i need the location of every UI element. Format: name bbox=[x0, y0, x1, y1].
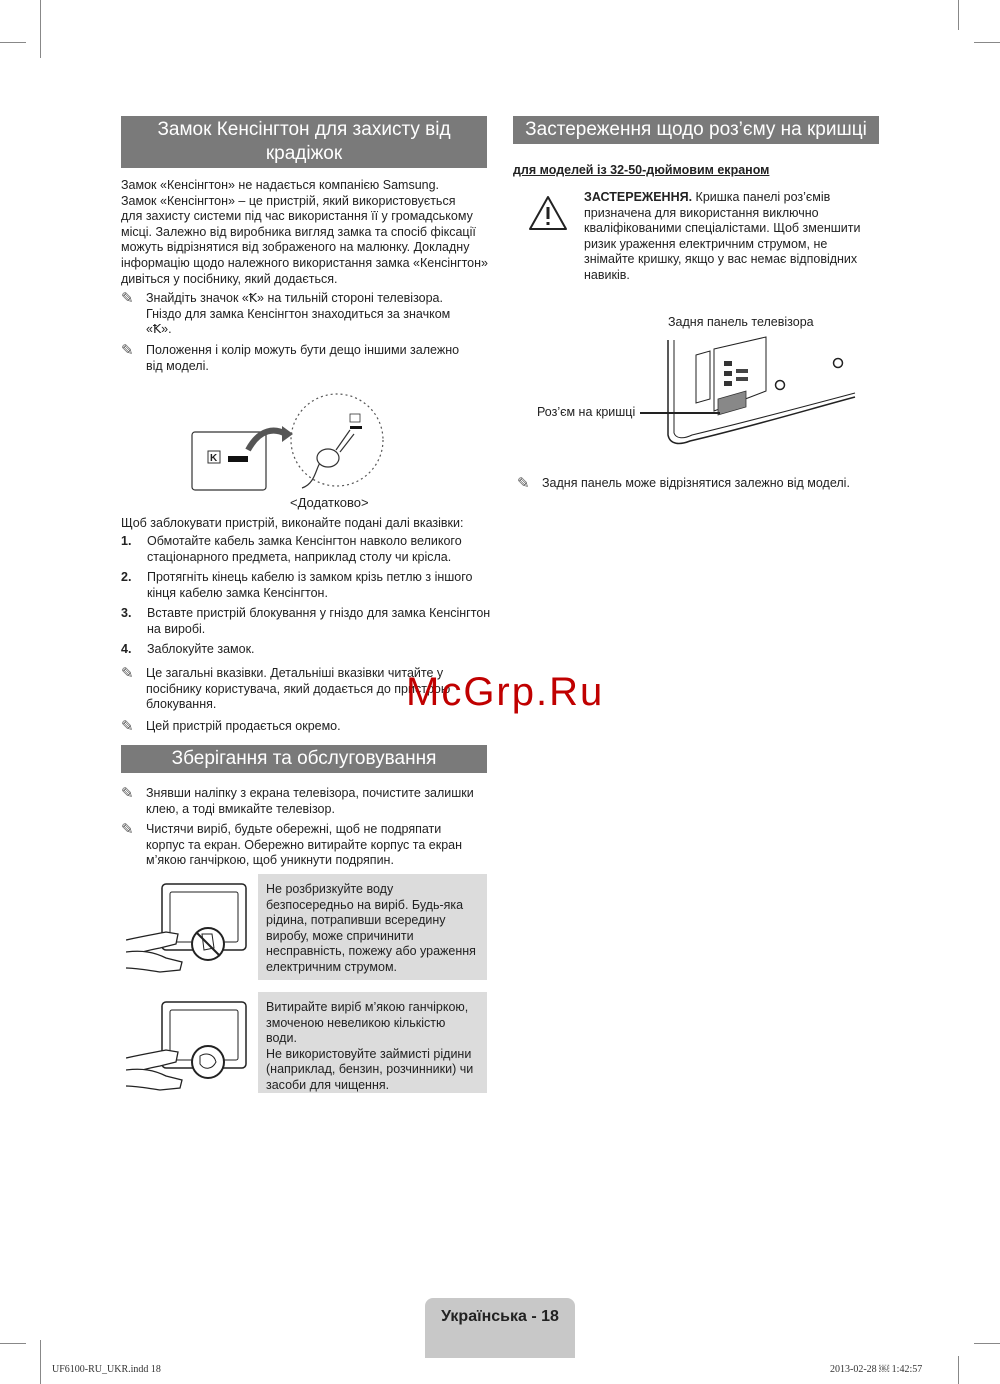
note-line: Задня панель може відрізнятися залежно від моделі. bbox=[542, 476, 850, 490]
note-line: блокування. bbox=[146, 697, 217, 712]
step-line: Заблокуйте замок. bbox=[147, 642, 255, 656]
note-rear-panel bbox=[517, 476, 887, 492]
note-line: Це загальні вказівки. Детальніші вказівки читайте у bbox=[146, 666, 444, 680]
tv-rear-panel-illustration bbox=[640, 335, 860, 450]
intro-line: для захисту системи під час використання її у громадському bbox=[121, 209, 473, 224]
print-timestamp: 2013-02-28 ￼ 1:42:57 bbox=[830, 1364, 923, 1375]
pencil-note-icon: ✎ bbox=[121, 342, 134, 359]
crop-mark bbox=[958, 1356, 959, 1384]
crop-mark bbox=[974, 42, 1000, 43]
note-line: Чистячи виріб, будьте обережні, щоб не подряпати bbox=[146, 822, 442, 836]
pencil-note-icon: ✎ bbox=[121, 718, 134, 735]
note-line: посібнику користувача, який додається до пристрою bbox=[146, 681, 451, 696]
intro-line: Замок «Кенсінгтон» – це пристрій, який використовується bbox=[121, 193, 456, 208]
crop-mark bbox=[40, 0, 41, 58]
intro-line: інформацію щодо належного використання замка «Кенсінгтон» bbox=[121, 255, 488, 270]
note-line: Знайдіть значок «Ꝁ» на тильній стороні телевізора. bbox=[146, 291, 443, 305]
note-line: клею, а тоді вмикайте телевізор. bbox=[146, 801, 335, 816]
box-line: Витирайте виріб м’якою ганчіркою, bbox=[266, 1000, 469, 1014]
connector-label: Роз’єм на кришці bbox=[537, 405, 636, 419]
pencil-note-icon: ✎ bbox=[121, 665, 134, 682]
intro-line: дивіться у посібнику, який додається. bbox=[121, 271, 338, 286]
note-line: м’якою ганчіркою, щоб уникнути подряпин. bbox=[146, 853, 394, 868]
note-sticker bbox=[121, 786, 491, 817]
note-sold-separately bbox=[121, 719, 491, 735]
intro-line: можуть відрізнятися від зображеного на малюнку. Докладну bbox=[121, 240, 470, 255]
step-line: Протягніть кінець кабелю із замком крізь петлю з іншого bbox=[147, 570, 473, 584]
box-line: несправність, пожежу або ураження bbox=[266, 944, 476, 959]
intro-line: Замок «Кенсінгтон» не надається компанією Samsung. bbox=[121, 178, 440, 192]
step-item bbox=[121, 606, 491, 637]
caution-text bbox=[584, 190, 884, 284]
crop-mark bbox=[974, 1343, 1000, 1344]
note-position bbox=[121, 343, 491, 374]
pencil-note-icon: ✎ bbox=[121, 785, 134, 802]
caution-line: навиків. bbox=[584, 267, 630, 282]
wipe-cloth-box bbox=[258, 992, 487, 1093]
no-spray-illustration bbox=[126, 878, 250, 976]
box-line: Не розбризкуйте воду bbox=[266, 882, 394, 896]
pencil-note-icon: ✎ bbox=[121, 290, 134, 307]
connector-pointer-line bbox=[640, 412, 720, 414]
step-number: 3. bbox=[121, 606, 132, 620]
warning-triangle-icon bbox=[527, 194, 569, 232]
note-line: від моделі. bbox=[146, 358, 209, 373]
pencil-note-icon: ✎ bbox=[517, 475, 530, 492]
box-line: (наприклад, бензин, розчинники) чи bbox=[266, 1062, 474, 1077]
kensington-heading-line2: крадіжок bbox=[265, 143, 343, 164]
instructions-intro: Щоб заблокувати пристрій, виконайте подані далі вказівки: bbox=[121, 516, 464, 530]
caution-line: ризик ураження електричним струмом, не bbox=[584, 236, 828, 251]
box-line: змоченою невеликою кількістю води. bbox=[266, 1015, 446, 1046]
caution-line: знімайте кришку, якщо у вас немає відповідних bbox=[584, 252, 858, 267]
wipe-cloth-illustration bbox=[126, 996, 250, 1094]
box-line: безпосередньо на виріб. Будь-яка bbox=[266, 897, 464, 912]
caution-line: кваліфікованими спеціалістами. Щоб зменшити bbox=[584, 221, 861, 236]
step-line: стаціонарного предмета, наприклад столу чи крісла. bbox=[147, 549, 452, 564]
note-line: Гніздо для замка Кенсінгтон знаходиться за значком bbox=[146, 306, 451, 321]
box-line: електричним струмом. bbox=[266, 959, 398, 974]
step-item bbox=[121, 534, 491, 565]
box-line: засоби для чищення. bbox=[266, 1077, 390, 1092]
rear-panel-label: Задня панель телевізора bbox=[668, 315, 814, 329]
models-subheading: для моделей із 32-50-дюймовим екраном bbox=[513, 163, 770, 177]
optional-caption: <Додатково> bbox=[290, 495, 369, 510]
watermark: McGrp.Ru bbox=[406, 670, 605, 714]
kensington-intro bbox=[121, 178, 491, 287]
intro-line: місці. Залежно від виробника вигляд замка та спосіб фіксації bbox=[121, 224, 476, 239]
caution-line: Кришка панелі роз’ємів bbox=[692, 190, 831, 204]
pencil-note-icon: ✎ bbox=[121, 821, 134, 838]
step-line: на виробі. bbox=[147, 621, 206, 636]
step-item bbox=[121, 570, 491, 601]
step-item bbox=[121, 642, 491, 658]
page-number-label: Українська - 18 bbox=[441, 1308, 559, 1325]
box-line: рідина, потрапивши всередину bbox=[266, 913, 446, 928]
step-line: Вставте пристрій блокування у гніздо для замка Кенсінгтон bbox=[147, 606, 491, 620]
note-line: корпус та екран. Обережно витирайте корпус та екран bbox=[146, 837, 463, 852]
storage-heading: Зберігання та обслуговування bbox=[121, 745, 487, 773]
no-spray-box bbox=[258, 874, 487, 980]
note-line: «Ꝁ». bbox=[146, 322, 172, 337]
kensington-lock-illustration bbox=[190, 388, 390, 498]
box-line: Не використовуйте займисті рідини bbox=[266, 1046, 472, 1061]
crop-mark bbox=[40, 1340, 41, 1384]
note-line: Знявши наліпку з екрана телевізора, почистите залишки bbox=[146, 786, 474, 800]
cover-jack-heading: Застереження щодо роз’єму на кришці bbox=[513, 116, 879, 144]
note-cleaning bbox=[121, 822, 491, 869]
crop-mark bbox=[0, 42, 26, 43]
page-number-tab bbox=[425, 1298, 575, 1358]
note-line: Цей пристрій продається окремо. bbox=[146, 719, 341, 733]
step-line: Обмотайте кабель замка Кенсінгтон навколо великого bbox=[147, 534, 462, 548]
step-number: 1. bbox=[121, 534, 132, 548]
kensington-heading-line1: Замок Кенсінгтон для захисту від bbox=[157, 119, 451, 140]
svg-text:K: K bbox=[210, 453, 218, 464]
step-line: кінця кабелю замка Кенсінгтон. bbox=[147, 585, 328, 600]
crop-mark bbox=[958, 0, 959, 30]
note-line: Положення і колір можуть бути дещо іншими залежно bbox=[146, 343, 460, 357]
step-number: 2. bbox=[121, 570, 132, 584]
step-number: 4. bbox=[121, 642, 132, 656]
file-info: UF6100-RU_UKR.indd 18 bbox=[52, 1364, 161, 1375]
caution-line: призначена для використання виключно bbox=[584, 205, 819, 220]
caution-label: ЗАСТЕРЕЖЕННЯ. bbox=[584, 190, 693, 204]
crop-mark bbox=[0, 1343, 26, 1344]
kensington-heading bbox=[121, 116, 487, 168]
box-line: виробу, може спричинити bbox=[266, 928, 414, 943]
note-locate-icon bbox=[121, 291, 491, 338]
